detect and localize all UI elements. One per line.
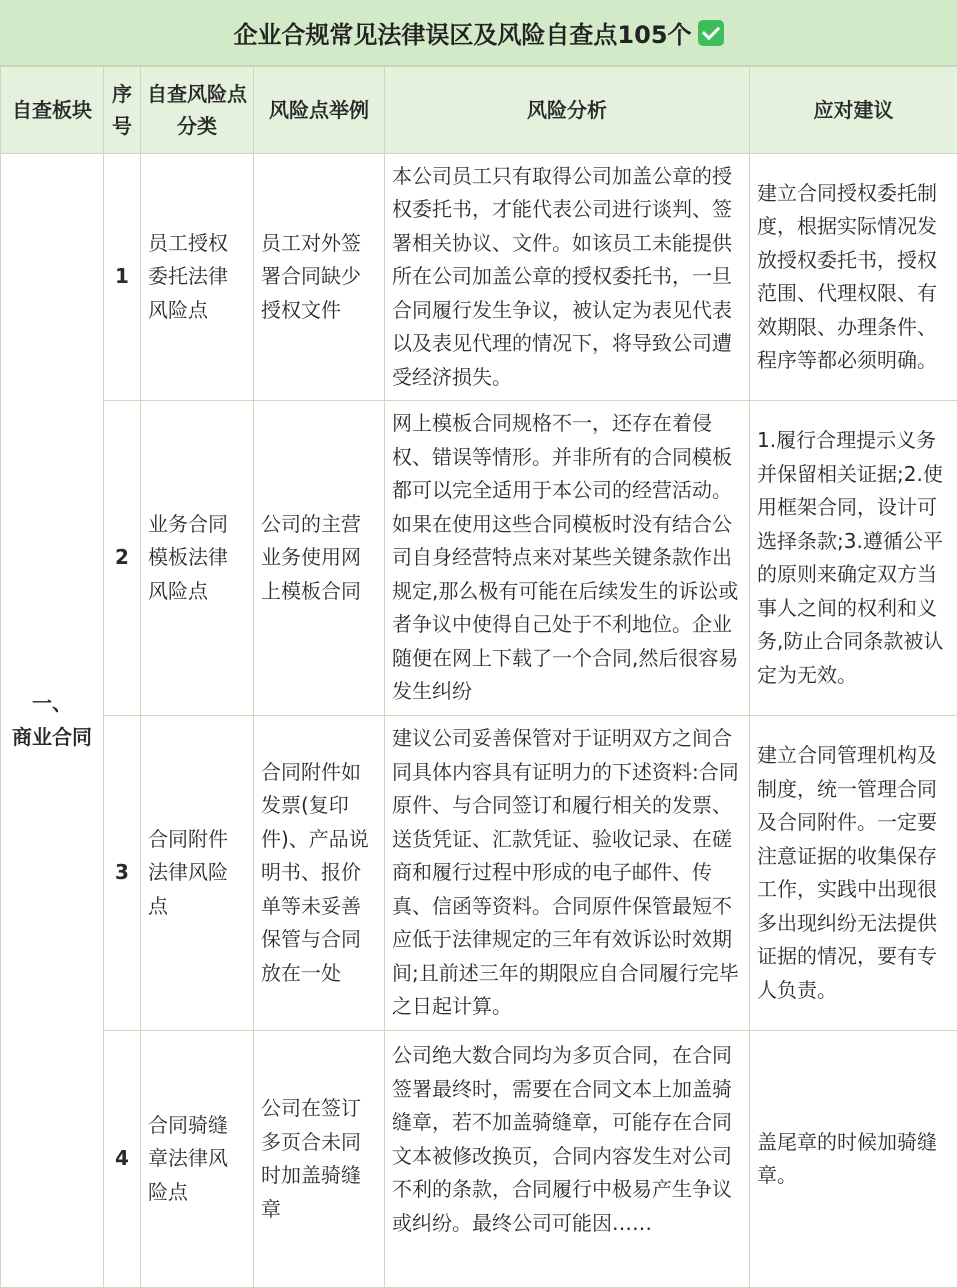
risk-checklist-table <box>0 66 957 1288</box>
table-row <box>1 1031 957 1288</box>
table-row <box>1 154 957 401</box>
table-row <box>1 401 957 716</box>
row-category: 合同骑缝章法律风险点 <box>141 1031 254 1288</box>
row-advice: 建立合同授权委托制度，根据实际情况发放授权委托书，授权范围、代理权限、有效期限、办理条件、程序等都必须明确。 <box>750 154 957 401</box>
row-number: 1 <box>104 154 141 401</box>
row-analysis: 网上模板合同规格不一，还存在着侵权、错误等情形。并非所有的合同模板都可以完全适用于本公司的经营活动。如果在使用这些合同模板时没有结合公司自身经营特点来对某些关键条款作出规定,那么极有可能在后续发生的诉讼或者争议中使得自己处于不利地位。企业随便在网上下载了一个合同,然后很容易发生纠纷 <box>385 401 750 716</box>
row-number: 2 <box>104 401 141 716</box>
row-advice: 盖尾章的时候加骑缝章。 <box>750 1031 957 1288</box>
table-row <box>1 716 957 1031</box>
header-analysis: 风险分析 <box>385 67 750 154</box>
page-title: 企业合规常见法律误区及风险自查点105个 <box>233 15 691 50</box>
header-section: 自查板块 <box>1 67 104 154</box>
row-number: 4 <box>104 1031 141 1288</box>
row-example: 合同附件如发票(复印件)、产品说明书、报价单等未妥善保管与合同放在一处 <box>254 716 385 1031</box>
table-header-row <box>1 67 957 154</box>
row-example: 员工对外签署合同缺少授权文件 <box>254 154 385 401</box>
row-analysis: 本公司员工只有取得公司加盖公章的授权委托书，才能代表公司进行谈判、签署相关协议、文件。如该员工未能提供所在公司加盖公章的授权委托书，一旦合同履行发生争议，被认定为表见代表以及表见代理的情况下，将导致公司遭受经济损失。 <box>385 154 750 401</box>
row-advice: 建立合同管理机构及制度，统一管理合同及合同附件。一定要注意证据的收集保存工作，实践中出现很多出现纠纷无法提供证据的情况，要有专人负责。 <box>750 716 957 1031</box>
header-category: 自查风险点分类 <box>141 67 254 154</box>
row-category: 业务合同模板法律风险点 <box>141 401 254 716</box>
row-category: 员工授权委托法律风险点 <box>141 154 254 401</box>
row-category: 合同附件法律风险点 <box>141 716 254 1031</box>
row-analysis: 建议公司妥善保管对于证明双方之间合同具体内容具有证明力的下述资料:合同原件、与合同签订和履行相关的发票、送货凭证、汇款凭证、验收记录、在磋商和履行过程中形成的电子邮件、传真、信函等资料。合同原件保管最短不应低于法律规定的三年有效诉讼时效期间;且前述三年的期限应自合同履行完毕之日起计算。 <box>385 716 750 1031</box>
row-advice: 1.履行合理提示义务并保留相关证据;2.使用框架合同，设计可选择条款;3.遵循公平的原则来确定双方当事人之间的权利和义务,防止合同条款被认定为无效。 <box>750 401 957 716</box>
row-example: 公司的主营业务使用网上模板合同 <box>254 401 385 716</box>
page-title-bar <box>0 0 957 66</box>
row-example: 公司在签订多页合未同时加盖骑缝章 <box>254 1031 385 1288</box>
row-number: 3 <box>104 716 141 1031</box>
check-mark-icon <box>698 20 724 46</box>
header-example: 风险点举例 <box>254 67 385 154</box>
header-number: 序号 <box>104 67 141 154</box>
section-cell <box>1 154 104 1288</box>
header-advice: 应对建议 <box>750 67 957 154</box>
section-title: 商业合同 <box>5 721 99 755</box>
section-number: 一、 <box>5 687 99 721</box>
row-analysis: 公司绝大数合同均为多页合同，在合同签署最终时，需要在合同文本上加盖骑缝章，若不加盖骑缝章，可能存在合同文本被修改换页，合同内容发生对公司不利的条款，合同履行中极易产生争议或纠纷。最终公司可能因…… <box>385 1031 750 1288</box>
